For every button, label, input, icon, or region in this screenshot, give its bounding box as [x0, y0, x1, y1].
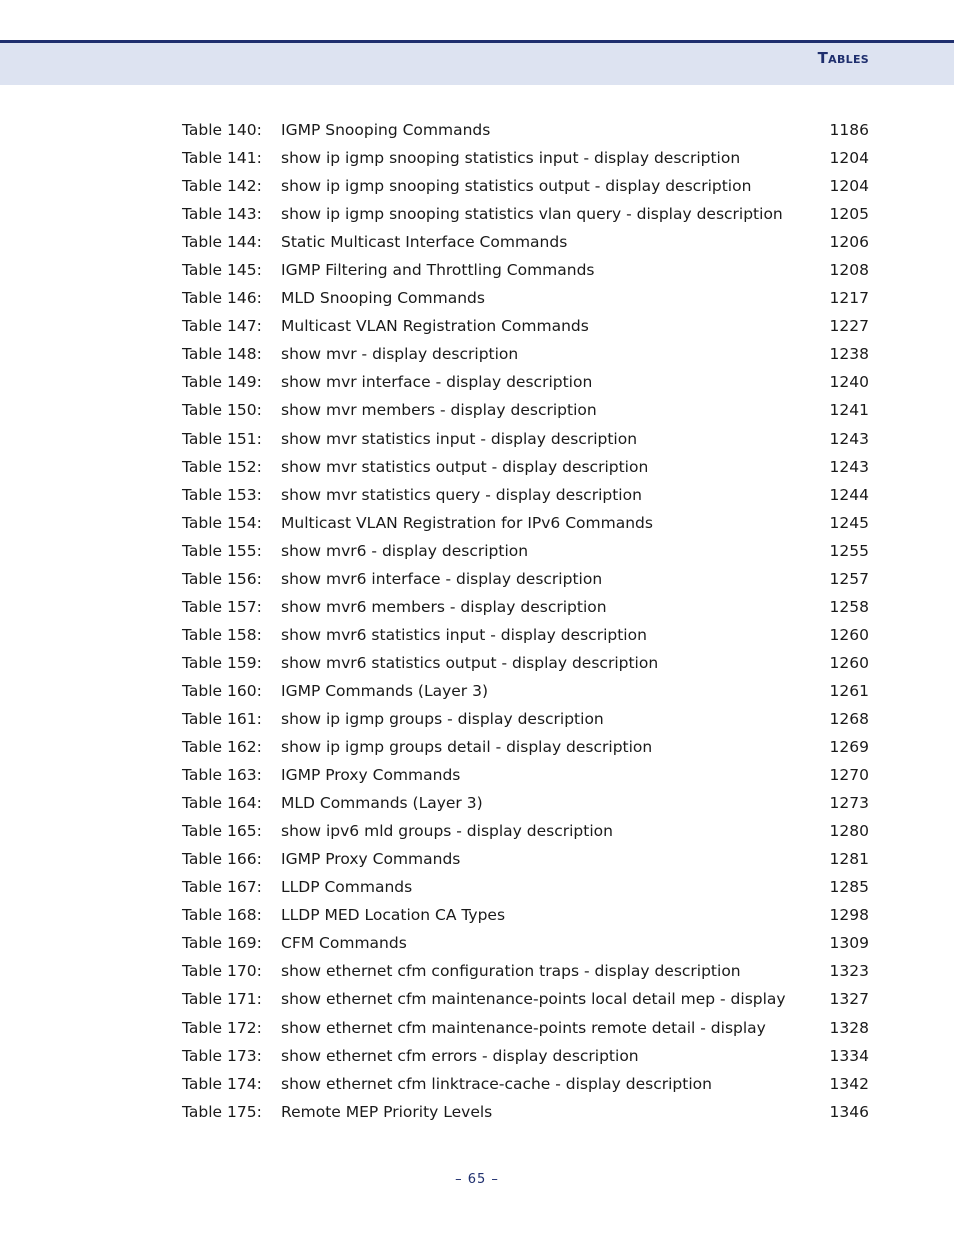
toc-entry-title[interactable]: show mvr statistics query - display description	[281, 485, 642, 504]
toc-entry-title[interactable]: show mvr members - display description	[281, 401, 597, 420]
toc-entry-title[interactable]: show ethernet cfm configuration traps - display description	[281, 962, 741, 981]
toc-entry[interactable]	[0, 929, 954, 957]
toc-entry-number: Table 171:	[182, 990, 262, 1009]
toc-entry[interactable]	[0, 144, 954, 172]
toc-entry-title[interactable]: IGMP Commands (Layer 3)	[281, 681, 488, 700]
toc-entry-title[interactable]: IGMP Snooping Commands	[281, 121, 491, 139]
toc-entry[interactable]	[0, 1098, 954, 1126]
toc-entry-page-number[interactable]: 1217	[829, 289, 869, 308]
toc-entry-number: Table 145:	[182, 261, 262, 280]
toc-entry-page-number[interactable]: 1243	[829, 457, 869, 476]
toc-entry[interactable]	[0, 565, 954, 593]
toc-entry-title[interactable]: Static Multicast Interface Commands	[281, 233, 568, 252]
toc-entry[interactable]	[0, 733, 954, 761]
toc-entry[interactable]	[0, 649, 954, 677]
toc-entry-title[interactable]: show ethernet cfm linktrace-cache - display description	[281, 1074, 712, 1093]
toc-entry[interactable]	[0, 1014, 954, 1042]
toc-entry-number: Table 173:	[182, 1046, 262, 1065]
toc-entry-number: Table 160:	[182, 681, 262, 700]
toc-entry-page-number[interactable]: 1243	[829, 429, 869, 448]
toc-entry-page-number[interactable]: 1255	[829, 541, 869, 560]
toc-entry-page-number[interactable]: 1327	[829, 990, 869, 1009]
toc-entry[interactable]	[0, 957, 954, 985]
toc-entry-title[interactable]: LLDP Commands	[281, 878, 413, 897]
toc-entry[interactable]	[0, 901, 954, 929]
toc-entry-number: Table 151:	[182, 429, 262, 448]
toc-entry-title[interactable]: MLD Snooping Commands	[281, 289, 485, 308]
toc-entry-number: Table 146:	[182, 289, 262, 308]
toc-entry-page-number[interactable]: 1273	[829, 794, 869, 813]
toc-entry-title[interactable]: show ip igmp snooping statistics output - display description	[281, 177, 752, 196]
toc-entry-number: Table 148:	[182, 345, 262, 364]
toc-entry-page-number[interactable]: 1309	[829, 934, 869, 953]
toc-entry[interactable]	[0, 116, 954, 144]
toc-entry-title[interactable]: show mvr statistics output - display description	[281, 457, 649, 476]
toc-entry-title[interactable]: IGMP Proxy Commands	[281, 850, 461, 869]
toc-entry-number: Table 150:	[182, 401, 262, 420]
toc-entry-title[interactable]: show ip igmp groups detail - display description	[281, 738, 653, 757]
toc-entry-page-number[interactable]: 1204	[829, 177, 869, 196]
toc-entry-page-number[interactable]: 1260	[829, 625, 869, 644]
toc-entry-page-number[interactable]: 1238	[829, 345, 869, 364]
toc-entry[interactable]	[0, 396, 954, 424]
toc-entry-number: Table 140:	[182, 121, 262, 139]
toc-entry-page-number[interactable]: 1208	[829, 261, 869, 280]
toc-entry-page-number[interactable]: 1269	[829, 738, 869, 757]
toc-entry[interactable]	[0, 621, 954, 649]
toc-entry[interactable]	[0, 537, 954, 565]
toc-entry-number: Table 170:	[182, 962, 262, 981]
toc-entry-page-number[interactable]: 1258	[829, 597, 869, 616]
toc-entry-page-number[interactable]: 1328	[829, 1018, 869, 1037]
toc-entry[interactable]	[0, 228, 954, 256]
toc-entry-number: Table 144:	[182, 233, 262, 252]
toc-entry-title[interactable]: Multicast VLAN Registration for IPv6 Commands	[281, 513, 653, 532]
toc-entry[interactable]	[0, 761, 954, 789]
toc-entry-number: Table 172:	[182, 1018, 262, 1037]
toc-entry-title[interactable]: IGMP Proxy Commands	[281, 766, 461, 785]
toc-entry[interactable]	[0, 705, 954, 733]
toc-entry-page-number[interactable]: 1240	[829, 373, 869, 392]
toc-entry-number: Table 168:	[182, 906, 262, 925]
toc-entry-page-number[interactable]: 1204	[829, 149, 869, 168]
toc-entry-page-number[interactable]: 1342	[829, 1074, 869, 1093]
toc-entry[interactable]	[0, 677, 954, 705]
toc-entry-title[interactable]: show mvr statistics input - display description	[281, 429, 638, 448]
toc-entry[interactable]	[0, 1042, 954, 1070]
toc-entry[interactable]	[0, 845, 954, 873]
toc-entry-title[interactable]: show ip igmp snooping statistics input - display description	[281, 149, 741, 168]
toc-entry-number: Table 156:	[182, 569, 262, 588]
toc-entry-number: Table 159:	[182, 653, 262, 672]
toc-entry-page-number[interactable]: 1227	[829, 317, 869, 336]
toc-entry[interactable]	[0, 789, 954, 817]
toc-entry[interactable]	[0, 284, 954, 312]
toc-entry[interactable]	[0, 200, 954, 228]
toc-entry-number: Table 162:	[182, 738, 262, 757]
toc-entry-page-number[interactable]: 1205	[829, 205, 869, 224]
toc-entry-title[interactable]: CFM Commands	[281, 934, 407, 953]
page-number: – 65 –	[455, 1172, 499, 1187]
toc-entry-page-number[interactable]: 1280	[829, 822, 869, 841]
toc-entry-title[interactable]: show ethernet cfm maintenance-points remote detail - display	[281, 1018, 766, 1037]
toc-entry-title[interactable]: show ethernet cfm maintenance-points local detail mep - display	[281, 990, 786, 1009]
toc-entry-page-number[interactable]: 1245	[829, 513, 869, 532]
toc-entry-number: Table 147:	[182, 317, 262, 336]
toc-entry-title[interactable]: Remote MEP Priority Levels	[281, 1102, 493, 1121]
table-of-contents-list	[0, 116, 954, 1126]
toc-entry-number: Table 163:	[182, 766, 262, 785]
toc-entry-number: Table 174:	[182, 1074, 262, 1093]
toc-entry-title[interactable]: show mvr - display description	[281, 345, 519, 364]
toc-entry[interactable]	[0, 1070, 954, 1098]
toc-entry-number: Table 152:	[182, 457, 262, 476]
toc-entry-title[interactable]: MLD Commands (Layer 3)	[281, 794, 483, 813]
toc-entry-number: Table 164:	[182, 794, 262, 813]
toc-entry-page-number[interactable]: 1257	[829, 569, 869, 588]
toc-entry[interactable]	[0, 593, 954, 621]
toc-entry[interactable]	[0, 368, 954, 396]
toc-entry[interactable]	[0, 817, 954, 845]
toc-entry-number: Table 166:	[182, 850, 262, 869]
toc-entry-title[interactable]: show mvr6 interface - display description	[281, 569, 603, 588]
toc-entry-number: Table 157:	[182, 597, 262, 616]
toc-entry-title[interactable]: IGMP Filtering and Throttling Commands	[281, 261, 595, 280]
toc-entry[interactable]	[0, 312, 954, 340]
toc-entry-number: Table 143:	[182, 205, 262, 224]
toc-entry-page-number[interactable]: 1244	[829, 485, 869, 504]
toc-entry-page-number[interactable]: 1261	[829, 681, 869, 700]
toc-entry-page-number[interactable]: 1281	[829, 850, 869, 869]
toc-entry[interactable]	[0, 873, 954, 901]
toc-entry-number: Table 161:	[182, 709, 262, 728]
toc-entry-number: Table 141:	[182, 149, 262, 168]
toc-entry-title[interactable]: show mvr6 statistics input - display description	[281, 625, 647, 644]
toc-entry-number: Table 169:	[182, 934, 262, 953]
toc-entry-number: Table 142:	[182, 177, 262, 196]
toc-entry-number: Table 155:	[182, 541, 262, 560]
toc-entry-title[interactable]: show ip igmp snooping statistics vlan query - display description	[281, 205, 783, 224]
toc-entry-page-number[interactable]: 1323	[829, 962, 869, 981]
toc-entry[interactable]	[0, 985, 954, 1013]
toc-entry-page-number[interactable]: 1186	[829, 121, 869, 139]
toc-entry[interactable]	[0, 172, 954, 200]
toc-entry-number: Table 149:	[182, 373, 262, 392]
toc-entry[interactable]	[0, 340, 954, 368]
toc-entry-page-number[interactable]: 1346	[829, 1102, 869, 1121]
toc-entry-title[interactable]: LLDP MED Location CA Types	[281, 906, 506, 925]
toc-entry-page-number[interactable]: 1270	[829, 766, 869, 785]
toc-entry-title[interactable]: show mvr6 - display description	[281, 541, 529, 560]
toc-entry-number: Table 158:	[182, 625, 262, 644]
toc-entry-page-number[interactable]: 1334	[829, 1046, 869, 1065]
toc-entry[interactable]	[0, 481, 954, 509]
toc-entry[interactable]	[0, 453, 954, 481]
toc-entry-number: Table 154:	[182, 513, 262, 532]
toc-entry-page-number[interactable]: 1298	[829, 906, 869, 925]
toc-entry-page-number[interactable]: 1285	[829, 878, 869, 897]
toc-entry-title[interactable]: show ip igmp groups - display description	[281, 709, 604, 728]
toc-entry-number: Table 165:	[182, 822, 262, 841]
toc-entry-page-number[interactable]: 1268	[829, 709, 869, 728]
section-title: Tables	[817, 49, 869, 67]
toc-entry-title[interactable]: Multicast VLAN Registration Commands	[281, 317, 589, 336]
toc-entry-number: Table 153:	[182, 485, 262, 504]
toc-entry-page-number[interactable]: 1206	[829, 233, 869, 252]
toc-entry-title[interactable]: show mvr6 statistics output - display description	[281, 653, 659, 672]
toc-entry-page-number[interactable]: 1241	[829, 401, 869, 420]
toc-entry-title[interactable]: show mvr6 members - display description	[281, 597, 607, 616]
toc-entry-number: Table 167:	[182, 878, 262, 897]
toc-entry-title[interactable]: show ethernet cfm errors - display description	[281, 1046, 639, 1065]
toc-entry[interactable]	[0, 509, 954, 537]
toc-entry[interactable]	[0, 256, 954, 284]
toc-entry-title[interactable]: show ipv6 mld groups - display description	[281, 822, 613, 841]
page-header	[0, 40, 954, 85]
toc-entry-number: Table 175:	[182, 1102, 262, 1121]
toc-entry-title[interactable]: show mvr interface - display description	[281, 373, 593, 392]
toc-entry[interactable]	[0, 425, 954, 453]
toc-entry-page-number[interactable]: 1260	[829, 653, 869, 672]
